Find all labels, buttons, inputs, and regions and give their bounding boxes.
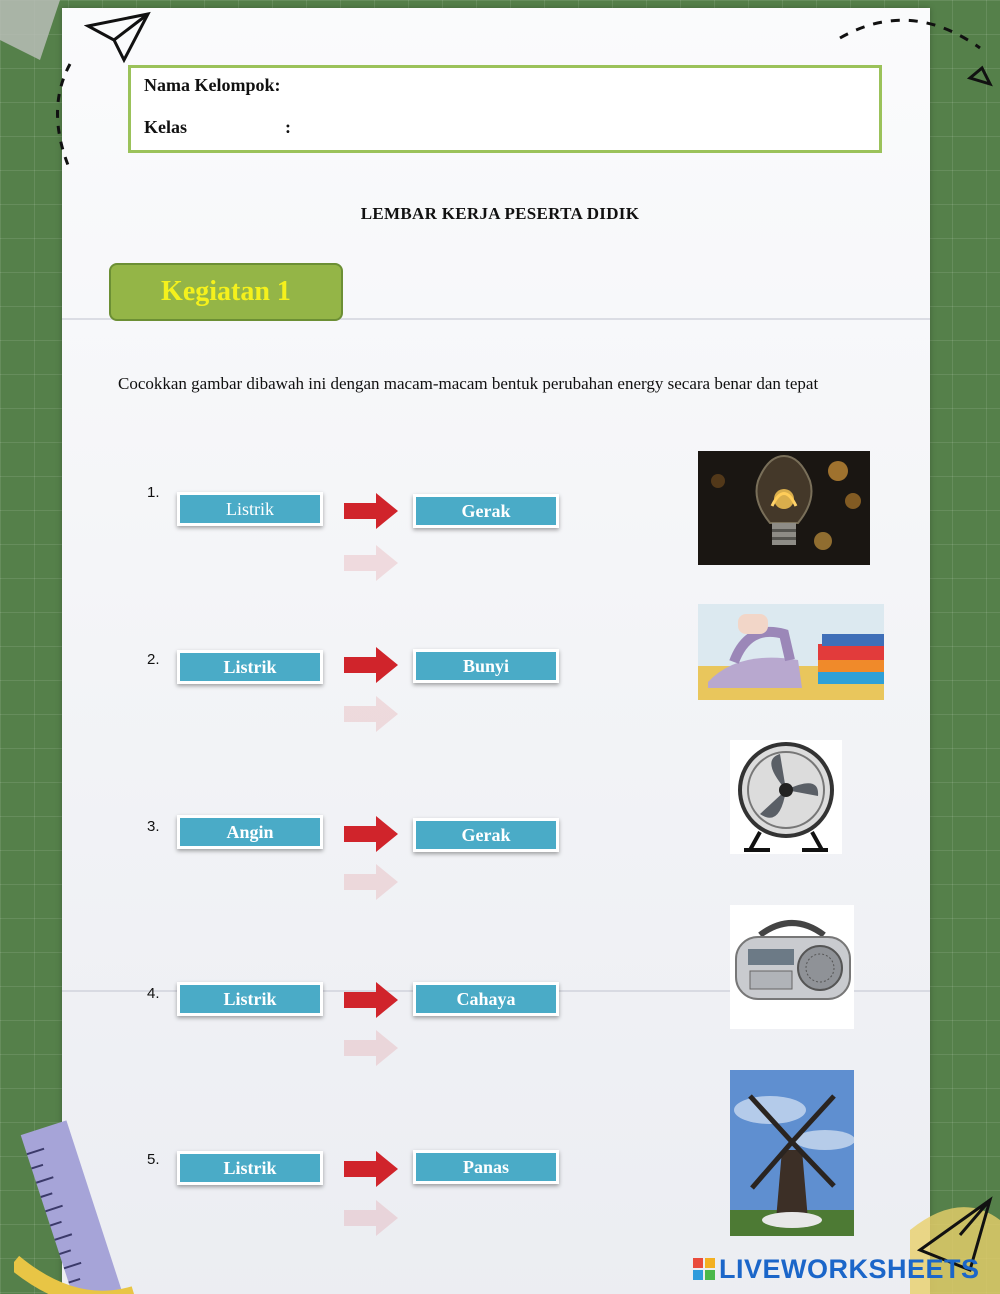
class-colon: : [285,117,291,137]
logo-grid-icon [693,1258,715,1280]
item-number: 2. [147,651,160,668]
energy-source-box[interactable]: Listrik [177,650,323,684]
ruler-decoration [14,1112,134,1294]
item-number: 3. [147,818,160,835]
dashed-line-decoration [40,60,90,180]
energy-result-box[interactable]: Gerak [413,494,559,528]
radio-image [730,905,854,1029]
arrow-reflection [342,1198,400,1238]
energy-result-box[interactable]: Panas [413,1150,559,1184]
right-arrow-icon [342,1149,400,1189]
class-label: Kelas [144,117,187,137]
arrow-reflection [342,694,400,734]
right-arrow-icon [342,814,400,854]
arrow-reflection [342,862,400,902]
group-name-label: Nama Kelompok: [144,75,281,95]
energy-source-box[interactable]: Listrik [177,1151,323,1185]
item-number: 1. [147,484,160,501]
item-number: 4. [147,985,160,1002]
arrow-reflection [342,543,400,583]
light-bulb-image [698,451,870,565]
worksheet-title: LEMBAR KERJA PESERTA DIDIK [360,204,640,223]
energy-source-box[interactable]: Listrik [177,492,323,526]
item-number: 5. [147,1151,160,1168]
right-arrow-icon [342,645,400,685]
energy-source-box[interactable]: Listrik [177,982,323,1016]
arrow-reflection [342,1028,400,1068]
right-arrow-icon [342,980,400,1020]
iron-image [698,604,884,700]
windmill-image [730,1070,854,1236]
paper-plane-icon [84,8,154,68]
energy-source-box[interactable]: Angin [177,815,323,849]
activity-badge: Kegiatan 1 [109,263,343,321]
energy-result-box[interactable]: Cahaya [413,982,559,1016]
instruction-text: Cocokkan gambar dibawah ini dengan macam-macam bentuk perubahan energy secara benar dan tepat [118,374,819,393]
energy-result-box[interactable]: Gerak [413,818,559,852]
energy-result-box[interactable]: Bunyi [413,649,559,683]
fan-image [730,740,842,854]
right-arrow-icon [342,491,400,531]
liveworksheets-logo [693,1254,980,1284]
brand-text: LIVEWORKSHEETS [719,1253,980,1284]
